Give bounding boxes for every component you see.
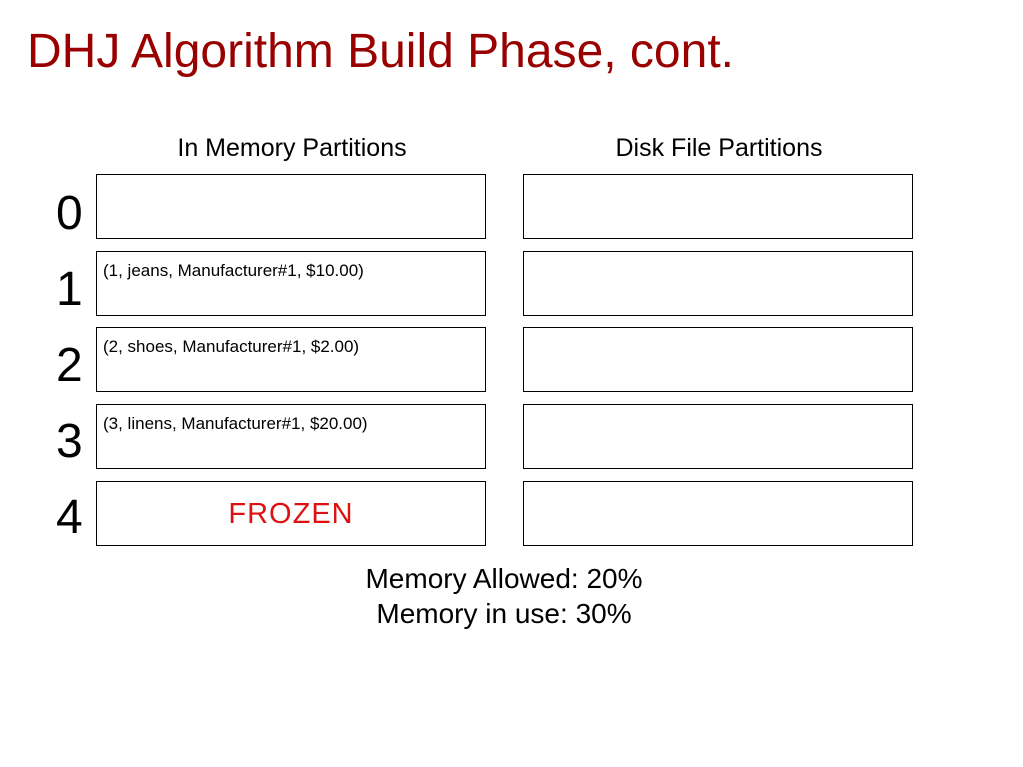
memory-partition-3	[96, 404, 486, 469]
memory-partition-2	[96, 327, 486, 392]
memory-partition-4	[96, 481, 486, 546]
memory-partition-1-content: (1, jeans, Manufacturer#1, $10.00)	[103, 261, 364, 280]
partition-number-1: 1	[56, 263, 83, 316]
disk-partition-1	[523, 251, 913, 316]
partition-number-4: 4	[56, 491, 83, 544]
disk-partition-2	[523, 327, 913, 392]
memory-in-use-label: Memory in use: 30%	[376, 598, 632, 629]
disk-partition-0	[523, 174, 913, 239]
disk-partitions-header: Disk File Partitions	[615, 134, 823, 162]
memory-partition-0	[96, 174, 486, 239]
partition-number-2: 2	[56, 339, 83, 392]
partition-number-0: 0	[56, 187, 83, 240]
partition-number-3: 3	[56, 415, 83, 468]
slide-title: DHJ Algorithm Build Phase, cont.	[27, 25, 734, 78]
disk-partition-3	[523, 404, 913, 469]
memory-partition-1	[96, 251, 486, 316]
disk-partition-4	[523, 481, 913, 546]
memory-partition-3-content: (3, linens, Manufacturer#1, $20.00)	[103, 414, 368, 433]
frozen-label: FROZEN	[228, 498, 354, 530]
memory-allowed-label: Memory Allowed: 20%	[365, 563, 643, 594]
memory-partitions-header: In Memory Partitions	[177, 134, 407, 162]
memory-partition-2-content: (2, shoes, Manufacturer#1, $2.00)	[103, 337, 360, 356]
